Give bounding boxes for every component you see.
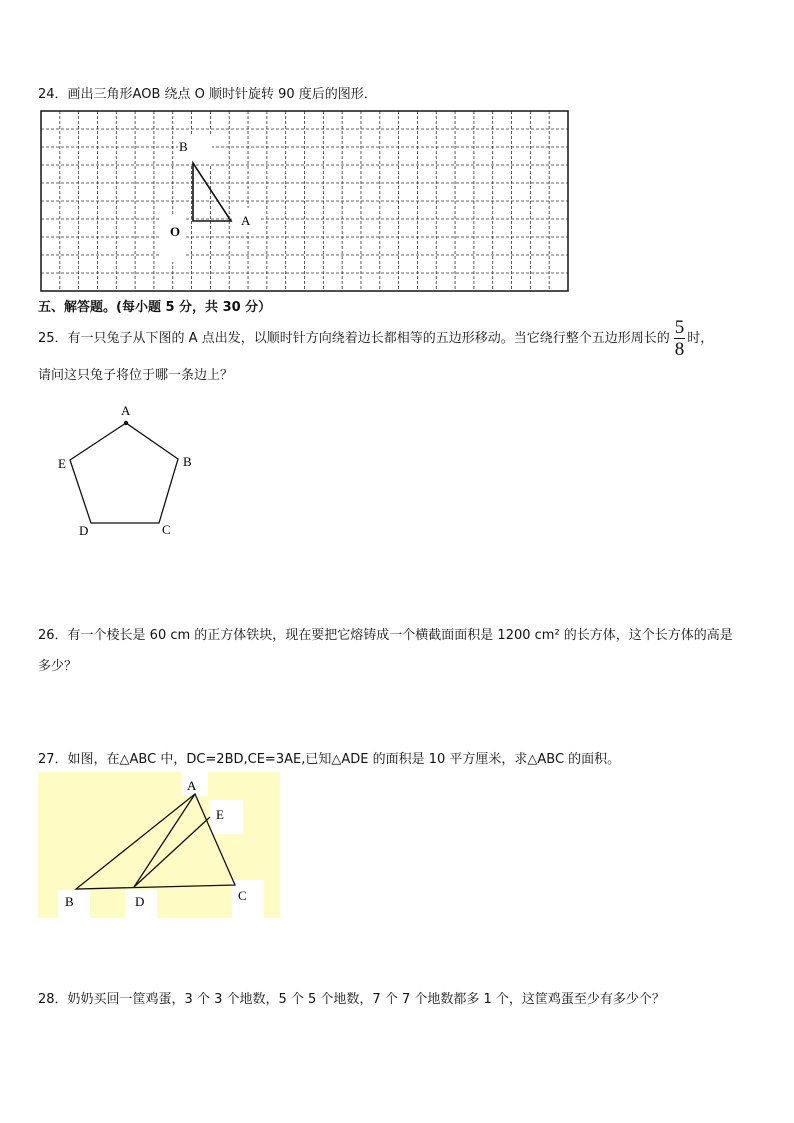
question-26-text: 26．有一个棱长是 60 cm 的正方体铁块，现在要把它熔铸成一个横截面面积是 1200 cm² 的长方体，这个长方体的高是: [38, 628, 733, 643]
label-a: A: [121, 403, 131, 418]
question-25-text: [38, 318, 713, 359]
label-e: E: [216, 807, 224, 822]
question-26-text-line2: 多少？: [38, 659, 78, 674]
label-b: B: [65, 894, 74, 909]
q25-text-before: 25．有一只兔子从下图的 A 点出发，以顺时针方向绕着边长都相等的五边形移动。当它绕行整个五边形周长的: [38, 331, 670, 346]
fraction-five-eighths: [674, 318, 686, 359]
pentagon: [70, 423, 178, 523]
question-25-text-line2: 请问这只兔子将位于哪一条边上？: [38, 368, 234, 383]
label-d: D: [79, 523, 89, 538]
fraction-numerator: 5: [674, 317, 685, 338]
q25-text-after: 时，: [687, 331, 714, 346]
label-e: E: [58, 456, 66, 471]
triangle-aob: [193, 163, 231, 221]
triangle-figure-q27: [38, 772, 280, 918]
grid-figure-q24: [40, 110, 571, 294]
point-a: [124, 421, 128, 425]
label-c: C: [238, 888, 247, 903]
question-27-text: 27．如图，在△ABC 中，DC=2BD,CE=3AE,已知△ADE 的面积是 10 平方厘米，求△ABC 的面积。: [38, 752, 621, 767]
section-5-heading: 五、解答题。(每小题 5 分，共 30 分）: [38, 300, 272, 315]
pentagon-figure-q25: [50, 400, 210, 545]
question-28-text: 28．奶奶买回一筐鸡蛋，3 个 3 个地数，5 个 5 个地数，7 个 7 个地数都多 1 个，这筐鸡蛋至少有多少个？: [38, 992, 665, 1007]
label-o: O: [170, 224, 181, 239]
label-b: B: [179, 139, 188, 154]
fraction-denominator: 8: [674, 339, 685, 360]
label-b: B: [183, 454, 192, 469]
label-c: C: [162, 522, 171, 537]
label-d: D: [135, 894, 145, 909]
label-a: A: [241, 213, 251, 228]
question-24-text: 24．画出三角形AOB 绕点 O 顺时针旋转 90 度后的图形．: [38, 87, 377, 102]
label-a: A: [187, 778, 197, 793]
